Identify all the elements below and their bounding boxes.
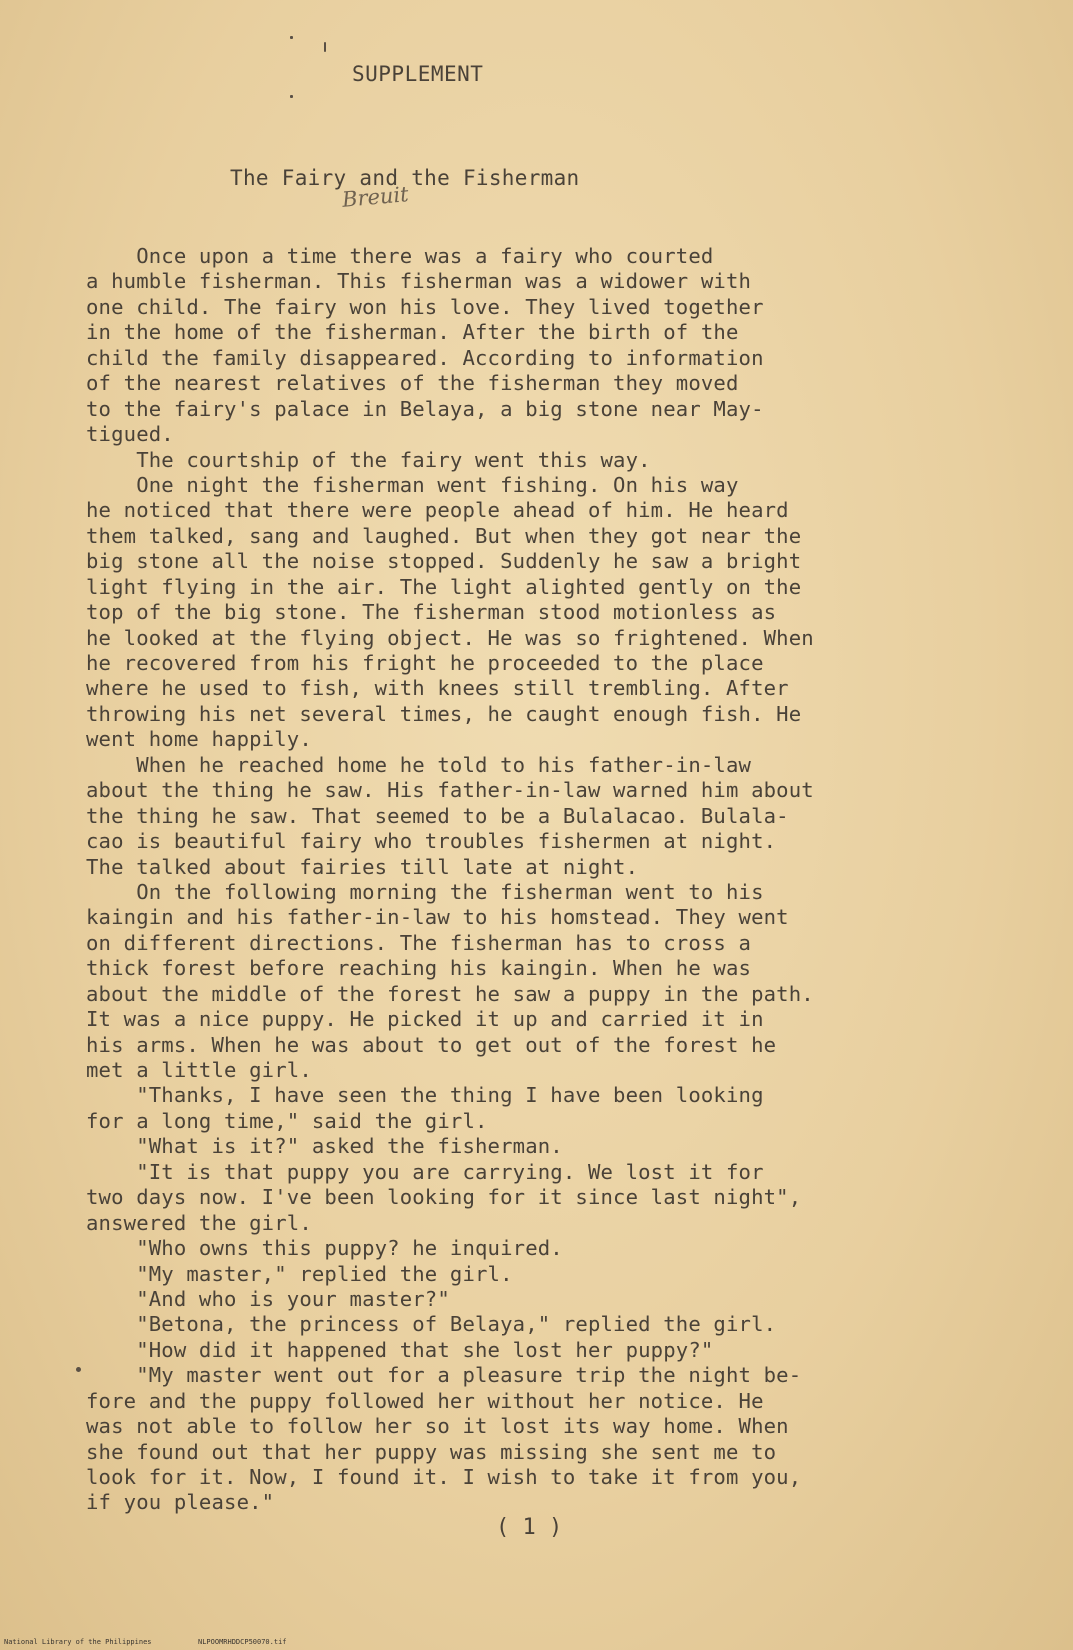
story-title: The Fairy and the Fisherman xyxy=(230,166,580,190)
margin-mark xyxy=(76,1367,81,1372)
text-line: tigued. xyxy=(86,422,174,447)
text-line: if you please." xyxy=(86,1490,275,1515)
text-line: about the middle of the forest he saw a puppy in the path. xyxy=(86,981,814,1006)
text-line: top of the big stone. The fisherman stood motionless as xyxy=(86,600,777,625)
margin-mark xyxy=(324,42,326,52)
text-line: the thing he saw. That seemed to be a Bulalacao. Bulala- xyxy=(86,803,789,828)
text-line: cao is beautiful fairy who troubles fishermen at night. xyxy=(86,829,777,854)
text-line: The talked about fairies till late at night. xyxy=(86,854,639,879)
text-line: he looked at the flying object. He was so frightened. When xyxy=(86,625,814,650)
text-line: "What is it?" asked the fisherman. xyxy=(86,1134,563,1159)
text-line: "My master went out for a pleasure trip the night be- xyxy=(86,1363,802,1388)
text-line: about the thing he saw. His father-in-law warned him about xyxy=(86,778,814,803)
page-number: ( 1 ) xyxy=(496,1515,563,1540)
text-line: for a long time," said the girl. xyxy=(86,1108,488,1133)
text-line: thick forest before reaching his kaingin. When he was xyxy=(86,956,752,981)
text-line: The courtship of the fairy went this way. xyxy=(86,447,651,472)
text-line: them talked, sang and laughed. But when they got near the xyxy=(86,523,802,548)
text-line: Once upon a time there was a fairy who courted xyxy=(86,244,714,268)
text-line: "And who is your master?" xyxy=(86,1286,450,1311)
text-line: throwing his net several times, he caught enough fish. He xyxy=(86,701,802,726)
text-line: "Who owns this puppy? he inquired. xyxy=(86,1236,563,1261)
text-line: met a little girl. xyxy=(86,1058,312,1082)
text-line: on different directions. The fisherman has to cross a xyxy=(86,930,752,955)
text-line: "How did it happened that she lost her puppy?" xyxy=(86,1337,714,1362)
text-line: On the following morning the fisherman went to his xyxy=(86,879,764,904)
supplement-header: SUPPLEMENT xyxy=(352,62,484,86)
text-line: to the fairy's palace in Belaya, a big stone near May- xyxy=(86,396,764,421)
text-line: light flying in the air. The light alighted gently on the xyxy=(86,574,802,599)
margin-mark xyxy=(290,36,293,39)
margin-mark xyxy=(290,95,293,98)
text-line: "Thanks, I have seen the thing I have been looking xyxy=(86,1083,764,1108)
text-line: his arms. When he was about to get out of the forest he xyxy=(86,1032,777,1057)
handwritten-annotation: Breuit xyxy=(341,182,410,212)
text-line: When he reached home he told to his father-in-law xyxy=(86,752,752,777)
text-line: a humble fisherman. This fisherman was a widower with xyxy=(86,269,752,294)
text-line: "Betona, the princess of Belaya," replied the girl. xyxy=(86,1312,777,1337)
text-line: of the nearest relatives of the fisherman they moved xyxy=(86,371,739,396)
text-line: she found out that her puppy was missing she sent me to xyxy=(86,1439,777,1464)
story-body xyxy=(86,244,986,1516)
text-line: in the home of the fisherman. After the birth of the xyxy=(86,320,739,345)
footer-library: National Library of the Philippines xyxy=(4,1638,152,1646)
text-line: big stone all the noise stopped. Suddenly he saw a bright xyxy=(86,549,802,574)
text-line: was not able to follow her so it lost its way home. When xyxy=(86,1414,789,1439)
text-line: went home happily. xyxy=(86,727,312,752)
text-line: One night the fisherman went fishing. On his way xyxy=(86,472,739,497)
text-line: "My master," replied the girl. xyxy=(86,1261,513,1286)
text-line: child the family disappeared. According to information xyxy=(86,345,764,370)
text-line: two days now. I've been looking for it since last night", xyxy=(86,1185,802,1210)
footer-file: NLPOOMRHDDCP50070.tif xyxy=(198,1638,287,1646)
text-line: kaingin and his father-in-law to his homstead. They went xyxy=(86,905,789,930)
text-line: look for it. Now, I found it. I wish to take it from you, xyxy=(86,1465,802,1489)
text-line: where he used to fish, with knees still trembling. After xyxy=(86,676,789,701)
text-line: "It is that puppy you are carrying. We lost it for xyxy=(86,1159,764,1184)
text-line: answered the girl. xyxy=(86,1210,312,1235)
text-line: fore and the puppy followed her without her notice. He xyxy=(86,1388,764,1413)
text-line: It was a nice puppy. He picked it up and carried it in xyxy=(86,1007,764,1032)
text-line: he noticed that there were people ahead of him. He heard xyxy=(86,498,789,523)
text-line: one child. The fairy won his love. They lived together xyxy=(86,294,764,319)
text-line: he recovered from his fright he proceeded to the place xyxy=(86,651,764,675)
